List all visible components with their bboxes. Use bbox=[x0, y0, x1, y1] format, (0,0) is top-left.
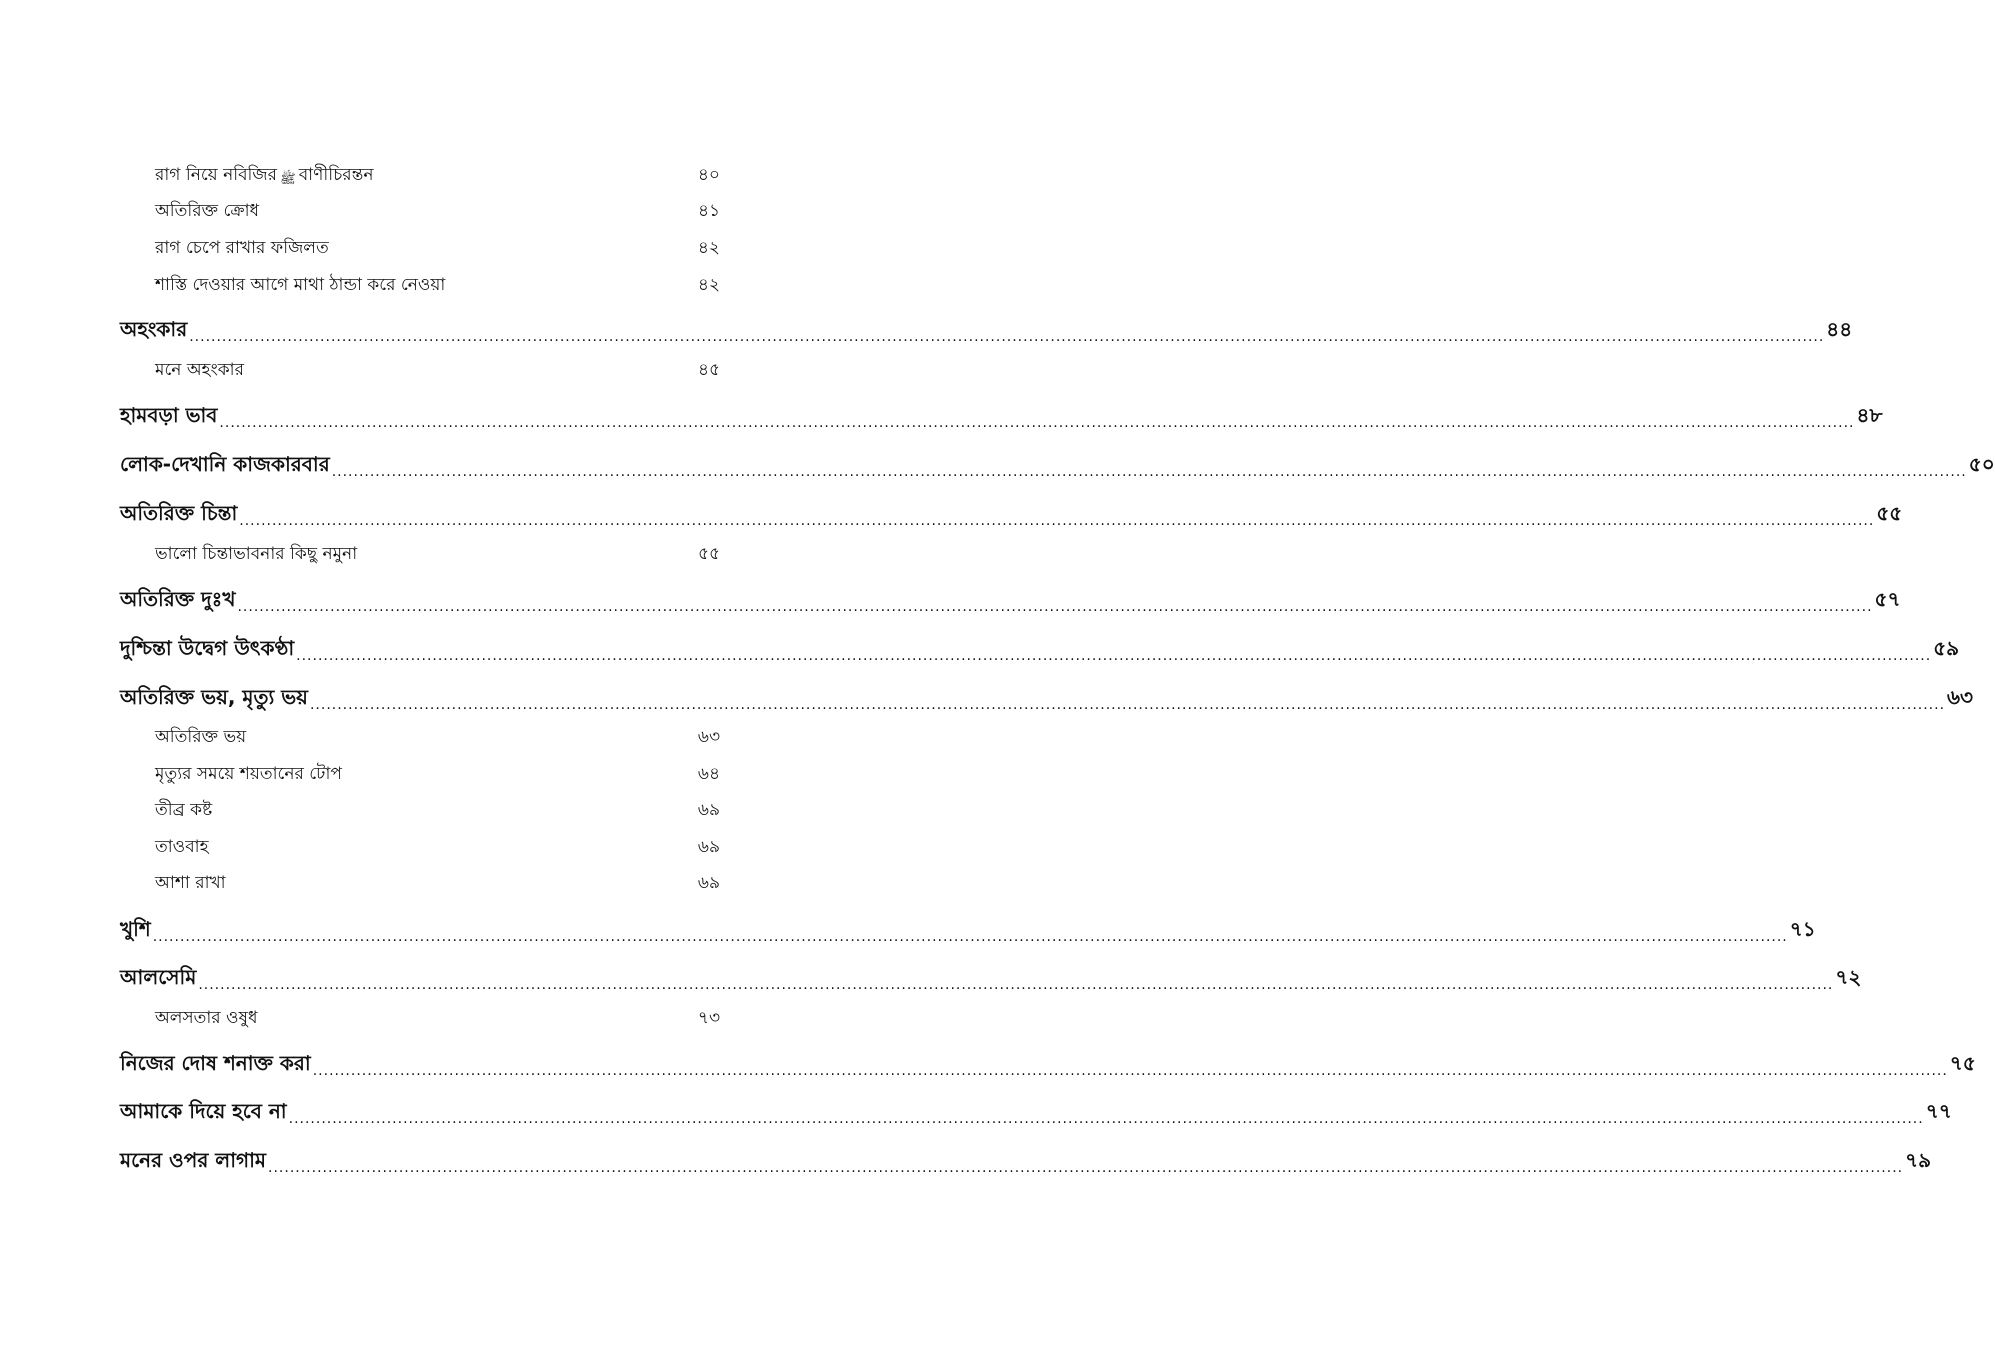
toc-chapter-page: ৭৭ bbox=[1925, 1099, 1952, 1123]
dot-leader: ............................................................................................................................................................................................................................................................................................................ bbox=[239, 513, 1875, 529]
toc-entry-page: ৭৩ bbox=[697, 1008, 720, 1028]
toc-chapter-page: ৬৩ bbox=[1947, 685, 1974, 709]
toc-chapter-page: ৫৫ bbox=[1876, 501, 1903, 525]
toc-chapter-page: ৭২ bbox=[1835, 965, 1862, 989]
toc-entry-page: ৪২ bbox=[697, 275, 720, 295]
toc-entry-title: তীব্র কষ্ট bbox=[155, 800, 213, 820]
toc-chapter-title: অতিরিক্ত ভয়, মৃত্যু ভয় bbox=[120, 685, 308, 709]
toc-entry-title: অতিরিক্ত ভয় bbox=[155, 727, 247, 747]
dot-leader: ............................................................................................................................................................................................................................................................................................................ bbox=[288, 1111, 1924, 1127]
toc-chapter bbox=[120, 587, 1901, 618]
toc-entry bbox=[155, 1003, 720, 1033]
toc-chapter bbox=[120, 965, 1862, 996]
toc-chapter-title: আমাকে দিয়ে হবে না bbox=[120, 1099, 287, 1123]
toc-chapter-title: অহংকার bbox=[120, 317, 188, 341]
dot-leader: ............................................................................................................................................................................................................................................................................................................ bbox=[198, 977, 1834, 993]
toc-chapter bbox=[120, 636, 1960, 667]
toc-entry-page: ৬৩ bbox=[697, 727, 720, 747]
toc-chapter-title: অতিরিক্ত চিন্তা bbox=[120, 501, 238, 525]
toc-chapter-page: ৭৯ bbox=[1905, 1148, 1932, 1172]
toc-chapter-page: ৭৫ bbox=[1949, 1051, 1976, 1075]
toc-entry-title: শাস্তি দেওয়ার আগে মাথা ঠান্ডা করে নেওয়া bbox=[155, 275, 446, 295]
toc-chapter-title: নিজের দোষ শনাক্ত করা bbox=[120, 1051, 311, 1075]
toc-chapter-page: ৭১ bbox=[1789, 917, 1816, 941]
toc-entry bbox=[155, 722, 720, 752]
toc-chapter-page: ৫৯ bbox=[1933, 636, 1960, 660]
dot-leader: ............................................................................................................................................................................................................................................................................................................ bbox=[219, 415, 1855, 431]
toc-chapter-title: আলসেমি bbox=[120, 965, 197, 989]
toc-entry-title: আশা রাখা bbox=[155, 873, 226, 893]
toc-entry-title: রাগ নিয়ে নবিজির bbox=[155, 165, 277, 185]
toc-entry-page: ৫৫ bbox=[697, 544, 720, 564]
toc-entry bbox=[155, 759, 720, 789]
toc-chapter-page: ৪৮ bbox=[1856, 403, 1883, 427]
toc-chapter-title: মনের ওপর লাগাম bbox=[120, 1148, 267, 1172]
toc-entry-title: মনে অহংকার bbox=[155, 360, 244, 380]
toc-entry bbox=[155, 233, 720, 263]
toc-entry bbox=[155, 795, 720, 825]
toc-entry-title: রাগ চেপে রাখার ফজিলত bbox=[155, 238, 329, 258]
toc-chapter bbox=[120, 1051, 1976, 1082]
toc-entry-page: ৬৪ bbox=[697, 764, 720, 784]
toc-entry-title: তাওবাহ bbox=[155, 837, 209, 857]
toc-entry-title: ভালো চিন্তাভাবনার কিছু নমুনা bbox=[155, 544, 358, 564]
toc-chapter-title: অতিরিক্ত দুঃখ bbox=[120, 587, 236, 611]
toc-chapter-title: দুশ্চিন্তা উদ্বেগ উৎকণ্ঠা bbox=[120, 636, 295, 660]
dot-leader: ............................................................................................................................................................................................................................................................................................................ bbox=[152, 929, 1788, 945]
toc-chapter bbox=[120, 403, 1883, 434]
toc-entry-title: মৃত্যুর সময়ে শয়তানের টোপ bbox=[155, 764, 342, 784]
toc-chapter bbox=[120, 317, 1853, 348]
dot-leader: ............................................................................................................................................................................................................................................................................................................ bbox=[309, 697, 1946, 713]
toc-entry-page: ৪০ bbox=[697, 165, 720, 185]
dot-leader: ............................................................................................................................................................................................................................................................................................................ bbox=[237, 599, 1873, 615]
toc-chapter-title: হামবড়া ভাব bbox=[120, 403, 218, 427]
toc-chapter bbox=[120, 1099, 1952, 1130]
toc-chapter-page: ৫০ bbox=[1968, 452, 1995, 476]
toc-entry-page: ৬৯ bbox=[697, 837, 720, 857]
toc-chapter bbox=[120, 685, 1974, 716]
toc-chapter-title: লোক-দেখানি কাজকারবার bbox=[120, 452, 330, 476]
toc-chapter bbox=[120, 917, 1816, 948]
salawat-seal: ﷺ bbox=[279, 172, 296, 187]
toc-entry bbox=[155, 355, 720, 385]
toc-entry bbox=[155, 868, 720, 898]
dot-leader: ............................................................................................................................................................................................................................................................................................................ bbox=[312, 1063, 1948, 1079]
toc-chapter-title: খুশি bbox=[120, 917, 151, 941]
toc-entry-title: অলসতার ওষুধ bbox=[155, 1008, 258, 1028]
toc-chapter bbox=[120, 452, 1995, 483]
toc-chapter bbox=[120, 501, 1903, 532]
dot-leader: ............................................................................................................................................................................................................................................................................................................ bbox=[331, 464, 1967, 480]
toc-entry-page: ৪৫ bbox=[697, 360, 720, 380]
dot-leader: ............................................................................................................................................................................................................................................................................................................ bbox=[189, 329, 1825, 345]
toc-entry bbox=[155, 270, 720, 300]
toc-chapter-page: ৪৪ bbox=[1826, 317, 1853, 341]
dot-leader: ............................................................................................................................................................................................................................................................................................................ bbox=[296, 648, 1932, 664]
toc-entry bbox=[155, 196, 720, 226]
toc-entry bbox=[155, 832, 720, 862]
toc-entry-page: ৪১ bbox=[697, 201, 720, 221]
toc-entry-title-continuation: বাণীচিরন্তন bbox=[298, 165, 374, 185]
toc-entry bbox=[155, 539, 720, 569]
toc-entry bbox=[155, 160, 720, 190]
toc-entry-title: অতিরিক্ত ক্রোধ bbox=[155, 201, 260, 221]
toc-entry-page: ৪২ bbox=[697, 238, 720, 258]
toc-entry-page: ৬৯ bbox=[697, 800, 720, 820]
toc-entry-page: ৬৯ bbox=[697, 873, 720, 893]
toc-chapter bbox=[120, 1148, 1932, 1179]
toc-chapter-page: ৫৭ bbox=[1874, 587, 1901, 611]
dot-leader: ............................................................................................................................................................................................................................................................................................................ bbox=[268, 1160, 1904, 1176]
